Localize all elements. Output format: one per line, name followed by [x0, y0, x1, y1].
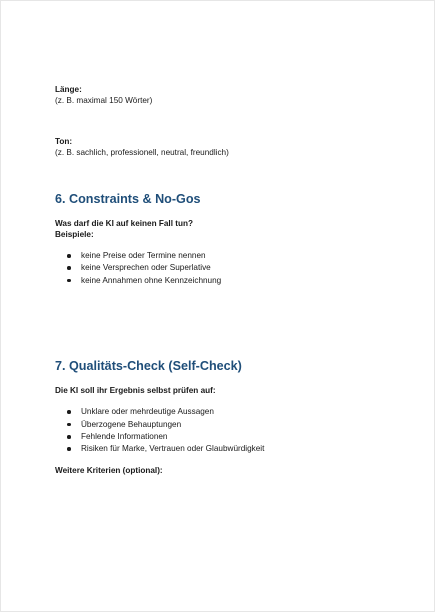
list-item-text: Fehlende Informationen	[81, 432, 168, 442]
list-item	[55, 443, 415, 455]
field-laenge-hint: (z. B. maximal 150 Wörter)	[55, 96, 153, 105]
section6-question: Was darf die KI auf keinen Fall tun?	[55, 219, 193, 228]
list-item-text: keine Preise oder Termine nennen	[81, 251, 206, 260]
field-laenge-label: Länge:	[55, 85, 82, 94]
section6-heading: 6. Constraints & No-Gos	[55, 192, 201, 206]
document-content	[55, 84, 415, 476]
list-item-text: Unklare oder mehrdeutige Aussagen	[81, 407, 214, 417]
bullet-icon	[67, 266, 71, 270]
list-item	[55, 431, 415, 443]
section7-list	[55, 406, 415, 456]
bullet-icon	[67, 410, 71, 414]
list-item	[55, 250, 415, 262]
list-item-text: Überzogene Behauptungen	[81, 419, 182, 429]
section7-heading: 7. Qualitäts-Check (Self-Check)	[55, 359, 242, 374]
field-ton-hint: (z. B. sachlich, professionell, neutral, freundlich)	[55, 148, 229, 157]
list-item	[55, 419, 415, 431]
section6-list	[55, 250, 415, 287]
section7-more-label: Weitere Kriterien (optional):	[55, 465, 163, 475]
section6-examples-label: Beispiele:	[55, 230, 94, 239]
bullet-icon	[67, 435, 71, 439]
bullet-icon	[67, 423, 71, 427]
field-ton-label: Ton:	[55, 137, 73, 146]
list-item-text: keine Versprechen oder Superlative	[81, 263, 211, 273]
field-laenge	[55, 84, 415, 106]
list-item	[55, 275, 415, 287]
bullet-icon	[67, 254, 71, 258]
list-item-text: Risiken für Marke, Vertrauen oder Glaubwürdigkeit	[81, 444, 265, 454]
list-item	[55, 406, 415, 418]
field-ton	[55, 136, 415, 158]
list-item	[55, 262, 415, 274]
bullet-icon	[67, 447, 71, 451]
section7-intro: Die KI soll ihr Ergebnis selbst prüfen auf:	[55, 386, 216, 396]
bullet-icon	[67, 279, 71, 283]
list-item-text: keine Annahmen ohne Kennzeichnung	[81, 275, 222, 285]
section6-question-block	[55, 218, 415, 240]
